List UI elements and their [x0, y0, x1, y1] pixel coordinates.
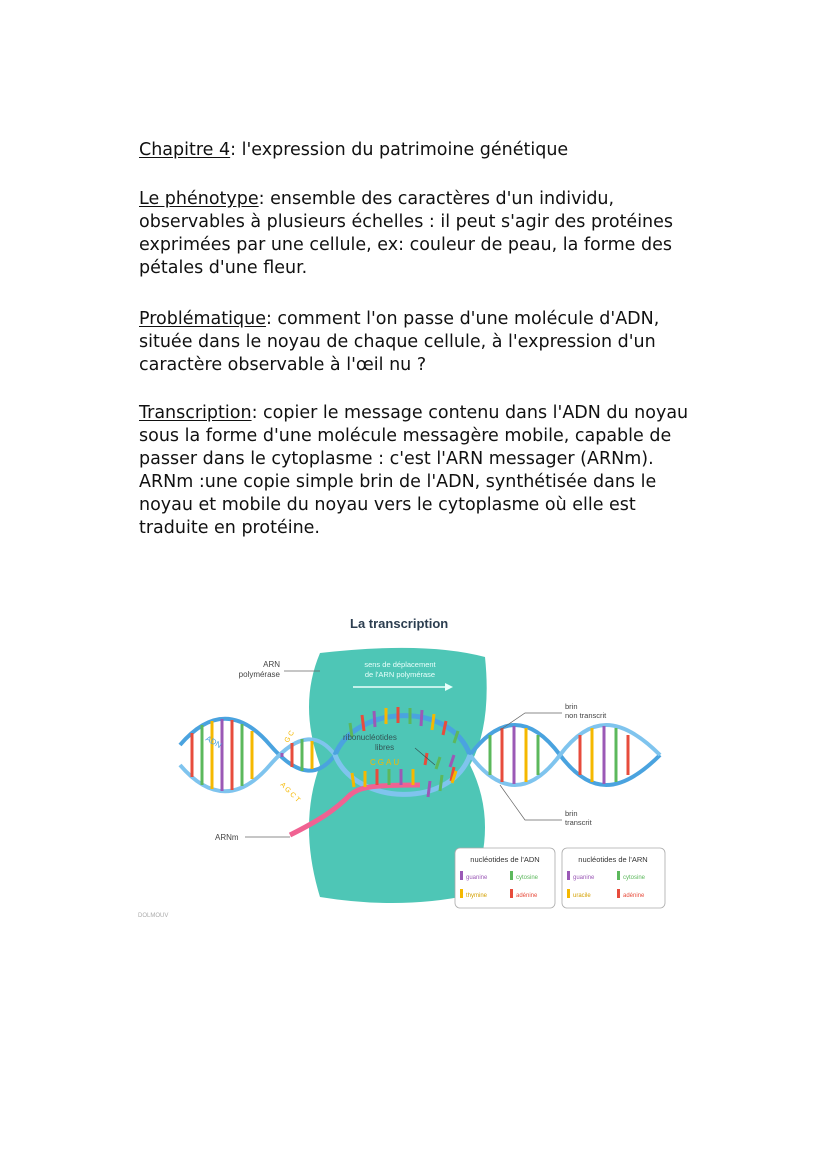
- dna-bases-agct: A G C T: [278, 781, 302, 804]
- legend-dna-item: adénine: [516, 893, 538, 899]
- chapter-title: : l'expression du patrimoine génétique: [230, 140, 569, 160]
- direction-label-1: sens de déplacement: [364, 660, 436, 669]
- legend-dna-item: thymine: [466, 893, 488, 899]
- legend-color-swatch: [460, 889, 463, 898]
- rna-polymerase-label-1: ARN: [263, 660, 280, 669]
- transcription-illustration: [138, 605, 670, 925]
- mrna-label: ARNm: [215, 833, 239, 842]
- chapter-heading: [139, 139, 699, 162]
- problematique-term: Problématique: [139, 309, 266, 329]
- legend-rna-item: uracile: [573, 893, 591, 899]
- legend-color-swatch: [460, 871, 463, 880]
- transcription-term: Transcription: [139, 403, 252, 423]
- transcribed-label-2: transcrit: [565, 818, 592, 827]
- legend-rna-item: adénine: [623, 893, 645, 899]
- legend-color-swatch: [567, 889, 570, 898]
- dna-label: ADN: [204, 733, 224, 751]
- legend-color-swatch: [510, 871, 513, 880]
- legend-rna-item: cytosine: [623, 875, 646, 881]
- chapter-label: Chapitre 4: [139, 140, 231, 160]
- legend-rna-item: guanine: [573, 875, 595, 881]
- rna-bases-cgau: CGAU: [370, 758, 402, 767]
- diagram-title: La transcription: [350, 616, 449, 631]
- transcription-diagram: [138, 605, 670, 925]
- non-transcribed-label-2: non transcrit: [565, 711, 607, 720]
- legend-rna-title: nucléotides de l'ARN: [578, 855, 648, 864]
- legend-dna-title: nucléotides de l'ADN: [470, 855, 540, 864]
- legend-color-swatch: [617, 889, 620, 898]
- dna-bases-gc: G C: [283, 729, 296, 744]
- ribonucleotides-label-1: ribonucléotides: [343, 733, 397, 742]
- transcription-paragraph: [139, 402, 699, 540]
- legend-dna-item: cytosine: [516, 875, 539, 881]
- problematique-question: : comment l'on passe d'une molécule d'ADN, située dans le noyau de chaque cellule, à l'expression d'un caractère observable à l'œil nu ?: [139, 309, 660, 375]
- legend-color-swatch: [510, 889, 513, 898]
- transcribed-label-1: brin: [565, 809, 578, 818]
- phenotype-definition: : ensemble des caractères d'un individu, observables à plusieurs échelles : il peut s'agir des protéines exprimées par une cellule, ex: couleur de peau, la forme des pétales d'une fleur.: [139, 189, 674, 278]
- transcribed-leader: [500, 785, 562, 820]
- legend-color-swatch: [617, 871, 620, 880]
- direction-label-2: de l'ARN polymérase: [364, 670, 436, 679]
- ribonucleotides-label-2: libres: [375, 743, 395, 752]
- non-transcribed-label-1: brin: [565, 702, 578, 711]
- problematique-paragraph: [139, 308, 699, 377]
- phenotype-term: Le phénotype: [139, 189, 259, 209]
- phenotype-paragraph: [139, 188, 699, 280]
- legend-rna-nucleotides: [562, 848, 665, 908]
- transcription-definition: : copier le message contenu dans l'ADN du noyau sous la forme d'une molécule messagère mobile, capable de passer dans le cytoplasme : c'est l'ARN messager (ARNm). ARNm :une copie simple brin de l'ADN, synthétisée dans le noyau et mobile du noyau vers le cytoplasme où elle est traduite en protéine.: [139, 403, 689, 538]
- watermark-text: DOLMOUV: [138, 913, 169, 919]
- dna-helix-right: [470, 725, 660, 785]
- rna-polymerase-label-2: polymérase: [238, 670, 280, 679]
- legend-dna-item: guanine: [466, 875, 488, 881]
- legend-color-swatch: [567, 871, 570, 880]
- legend-dna-nucleotides: [455, 848, 555, 908]
